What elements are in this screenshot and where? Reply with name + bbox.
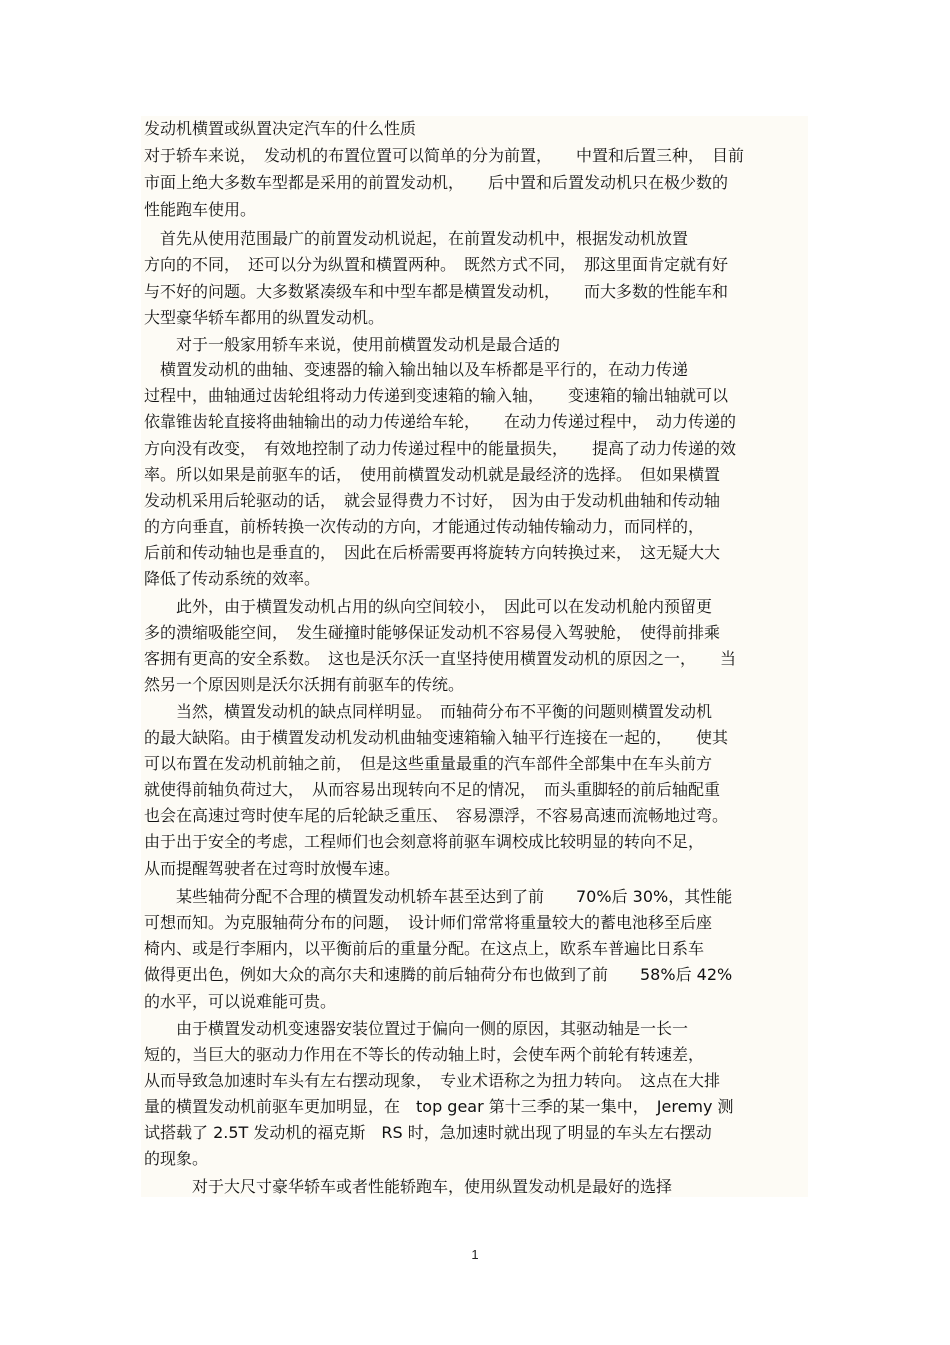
text-line: 发动机采用后轮驱动的话， 就会显得费力不讨好， 因为由于发动机曲轴和传动轴: [144, 491, 721, 510]
text-line: 客拥有更高的安全系数。 这也是沃尔沃一直坚持使用横置发动机的原因之一， 当: [144, 649, 737, 668]
text-line: 短的，当巨大的驱动力作用在不等长的传动轴上时，会使车两个前轮有转速差，: [144, 1045, 705, 1064]
text-line: 首先从使用范围最广的前置发动机说起，在前置发动机中，根据发动机放置: [144, 229, 689, 248]
text-line: 的水平，可以说难能可贵。: [144, 992, 337, 1011]
text-line: 的方向垂直，前桥转换一次传动的方向，才能通过传动轴传输动力，而同样的，: [144, 517, 705, 536]
text-line: 由于横置发动机变速器安装位置过于偏向一侧的原因，其驱动轴是一长一: [144, 1019, 689, 1038]
text-line: 此外，由于横置发动机占用的纵向空间较小， 因此可以在发动机舱内预留更: [144, 597, 713, 616]
text-line: 椅内、或是行李厢内，以平衡前后的重量分配。在这点上，欧系车普遍比日系车: [144, 939, 705, 958]
text-line: 大型豪华轿车都用的纵置发动机。: [144, 308, 385, 327]
text-line: 然另一个原因则是沃尔沃拥有前驱车的传统。: [144, 675, 465, 694]
text-line: 率。所以如果是前驱车的话， 使用前横置发动机就是最经济的选择。 但如果横置: [144, 465, 721, 484]
text-line: 性能跑车使用。: [144, 200, 257, 219]
text-line: 从而提醒驾驶者在过弯时放慢车速。: [144, 859, 401, 878]
text-line: 当然，横置发动机的缺点同样明显。 而轴荷分布不平衡的问题则横置发动机: [144, 702, 713, 721]
document-title: 发动机横置或纵置决定汽车的什么性质: [144, 119, 417, 138]
text-line: 方向的不同， 还可以分为纵置和横置两种。 既然方式不同， 那这里面肯定就有好: [144, 255, 729, 274]
text-line: 市面上绝大多数车型都是采用的前置发动机， 后中置和后置发动机只在极少数的: [144, 173, 729, 192]
text-line: 方向没有改变， 有效地控制了动力传递过程中的能量损失， 提高了动力传递的效: [144, 439, 737, 458]
text-line: 可以布置在发动机前轴之前， 但是这些重量最重的汽车部件全部集中在车头前方: [144, 754, 713, 773]
text-line: 也会在高速过弯时使车尾的后轮缺乏重压、 容易漂浮，不容易高速而流畅地过弯。: [144, 806, 729, 825]
text-line: 对于轿车来说， 发动机的布置位置可以简单的分为前置， 中置和后置三种， 目前: [144, 146, 745, 165]
text-line: 横置发动机的曲轴、变速器的输入输出轴以及车桥都是平行的，在动力传递: [144, 360, 689, 379]
text-line: 试搭载了 2.5T 发动机的福克斯 RS 时，急加速时就出现了明显的车头左右摆动: [144, 1123, 712, 1142]
text-line: 由于出于安全的考虑，工程师们也会刻意将前驱车调校成比较明显的转向不足，: [144, 832, 705, 851]
text-line: 降低了传动系统的效率。: [144, 569, 321, 588]
text-line: 依靠锥齿轮直接将曲轴输出的动力传递给车轮， 在动力传递过程中， 动力传递的: [144, 412, 737, 431]
text-line: 可想而知。为克服轴荷分布的问题， 设计师们常常将重量较大的蓄电池移至后座: [144, 913, 713, 932]
text-line: 某些轴荷分配不合理的横置发动机轿车甚至达到了前 70%后 30%，其性能: [144, 887, 733, 906]
text-line: 后前和传动轴也是垂直的， 因此在后桥需要再将旋转方向转换过来， 这无疑大大: [144, 543, 721, 562]
text-line: 的现象。: [144, 1149, 209, 1168]
text-line: 从而导致急加速时车头有左右摆动现象， 专业术语称之为扭力转向。 这点在大排: [144, 1071, 721, 1090]
text-line: 过程中，曲轴通过齿轮组将动力传递到变速箱的输入轴， 变速箱的输出轴就可以: [144, 386, 729, 405]
text-line: 与不好的问题。大多数紧凑级车和中型车都是横置发动机， 而大多数的性能车和: [144, 282, 729, 301]
text-line: 就使得前轴负荷过大， 从而容易出现转向不足的情况， 而头重脚轻的前后轴配重: [144, 780, 721, 799]
document-text-block: [141, 116, 808, 1197]
page-number: 1: [471, 1247, 479, 1262]
text-line: 做得更出色，例如大众的高尔夫和速腾的前后轴荷分布也做到了前 58%后 42%: [144, 965, 733, 984]
section-heading: 对于大尺寸豪华轿车或者性能轿跑车，使用纵置发动机是最好的选择: [144, 1177, 673, 1196]
text-line: 的最大缺陷。由于横置发动机发动机曲轴变速箱输入轴平行连接在一起的， 使其: [144, 728, 729, 747]
section-heading: 对于一般家用轿车来说，使用前横置发动机是最合适的: [144, 335, 561, 354]
text-line: 量的横置发动机前驱车更加明显，在 top gear 第十三季的某一集中， Jeremy 测: [144, 1097, 734, 1116]
text-line: 多的溃缩吸能空间， 发生碰撞时能够保证发动机不容易侵入驾驶舱， 使得前排乘: [144, 623, 721, 642]
